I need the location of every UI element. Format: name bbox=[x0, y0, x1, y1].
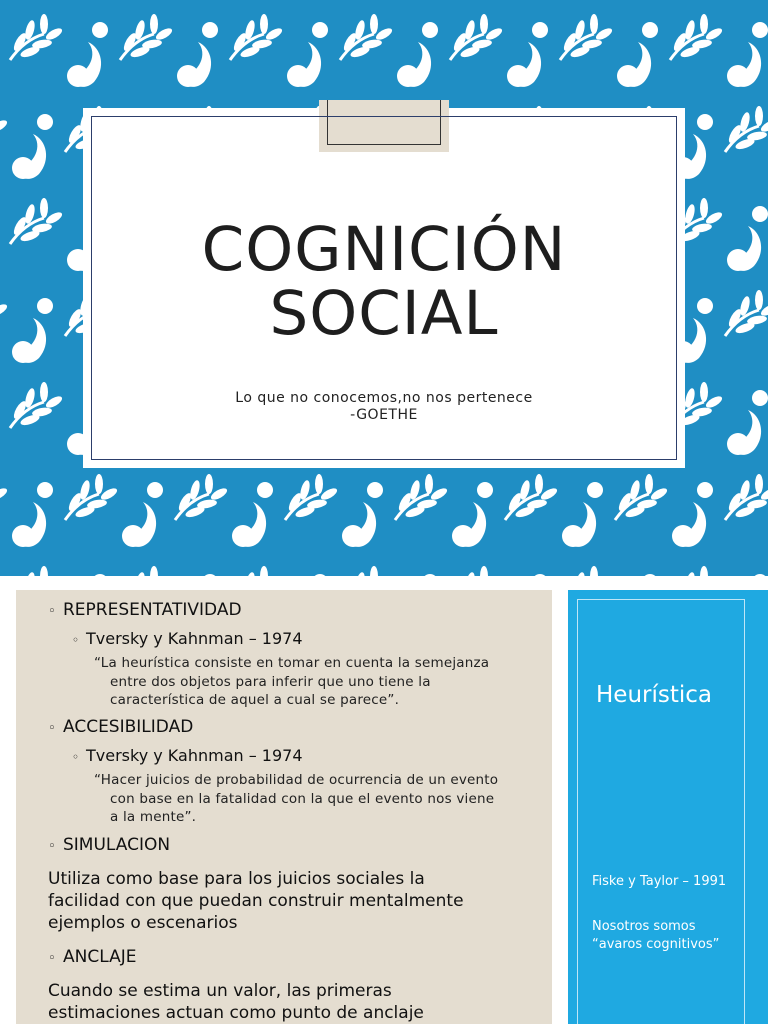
section-accesibilidad bbox=[48, 717, 193, 737]
dot-shape bbox=[477, 482, 493, 498]
section-anclaje bbox=[48, 947, 136, 967]
leaf-sprig-shape bbox=[395, 474, 449, 520]
leaf-sprig-shape bbox=[670, 14, 724, 60]
leaf-sprig-shape bbox=[505, 474, 559, 520]
dot-shape bbox=[37, 298, 53, 314]
side-reference: Fiske y Taylor – 1991 bbox=[592, 874, 727, 889]
side-quote: Nosotros somos “avaros cognitivos” bbox=[592, 919, 720, 952]
content-panel bbox=[16, 590, 552, 1024]
side-title: Heurística bbox=[596, 682, 712, 708]
paisley-shape bbox=[342, 502, 376, 547]
leaf-sprig-shape bbox=[0, 106, 9, 152]
section-simulacion bbox=[48, 835, 170, 855]
section-heading: REPRESENTATIVIDAD bbox=[63, 600, 242, 620]
bullet-icon: ◦ bbox=[48, 604, 56, 619]
leaf-sprig-shape bbox=[450, 14, 504, 60]
dot-shape bbox=[532, 22, 548, 38]
dot-shape bbox=[697, 114, 713, 130]
dot-shape bbox=[697, 482, 713, 498]
leaf-sprig-shape bbox=[340, 14, 394, 60]
paisley-shape bbox=[727, 410, 761, 455]
bullet-icon: ◦ bbox=[48, 721, 56, 736]
dot-shape bbox=[752, 22, 768, 38]
dot-shape bbox=[202, 22, 218, 38]
bullet-icon: ◦ bbox=[48, 951, 56, 966]
slide-title bbox=[83, 214, 685, 349]
section-heading: SIMULACION bbox=[63, 835, 171, 855]
dot-shape bbox=[752, 390, 768, 406]
slide-subtitle bbox=[83, 390, 685, 424]
title-card bbox=[83, 108, 685, 468]
leaf-sprig-shape bbox=[560, 566, 614, 576]
dot-shape bbox=[752, 206, 768, 222]
paisley-shape bbox=[122, 502, 156, 547]
section-text: Cuando se estima un valor, las primeras estimaciones actuan como punto de anclaje bbox=[48, 981, 424, 1023]
leaf-sprig-shape bbox=[615, 474, 669, 520]
bullet-icon: ◦ bbox=[72, 750, 80, 764]
section-author bbox=[72, 746, 303, 765]
leaf-sprig-shape bbox=[725, 290, 768, 336]
paisley-shape bbox=[672, 502, 706, 547]
dot-shape bbox=[587, 482, 603, 498]
quote-text: Lo que no conocemos,no nos pertenece bbox=[235, 390, 533, 406]
dot-shape bbox=[642, 22, 658, 38]
paisley-shape bbox=[287, 42, 321, 87]
leaf-sprig-shape bbox=[0, 474, 9, 520]
leaf-sprig-shape bbox=[10, 198, 64, 244]
bullet-icon: ◦ bbox=[72, 633, 80, 647]
paisley-shape bbox=[397, 42, 431, 87]
leaf-sprig-shape bbox=[725, 474, 768, 520]
paisley-shape bbox=[617, 42, 651, 87]
section-quote: “La heurística consiste en tomar en cuenta la semejanza entre dos objetos para inferir que uno tiene la característica de aquel a cual se parece”. bbox=[94, 655, 490, 708]
bullet-icon: ◦ bbox=[48, 839, 56, 854]
paisley-shape bbox=[67, 42, 101, 87]
dot-shape bbox=[367, 482, 383, 498]
dot-shape bbox=[422, 22, 438, 38]
leaf-sprig-shape bbox=[65, 474, 119, 520]
leaf-sprig-shape bbox=[670, 566, 724, 576]
leaf-sprig-shape bbox=[230, 14, 284, 60]
side-panel-border bbox=[577, 599, 745, 1024]
leaf-sprig-shape bbox=[0, 290, 9, 336]
leaf-sprig-shape bbox=[10, 382, 64, 428]
leaf-sprig-shape bbox=[340, 566, 394, 576]
paisley-shape bbox=[452, 502, 486, 547]
section-author bbox=[72, 629, 303, 648]
leaf-sprig-shape bbox=[10, 14, 64, 60]
paisley-shape bbox=[12, 502, 46, 547]
paisley-shape bbox=[562, 502, 596, 547]
paisley-shape bbox=[727, 226, 761, 271]
paisley-shape bbox=[232, 502, 266, 547]
leaf-sprig-shape bbox=[725, 106, 768, 152]
leaf-sprig-shape bbox=[120, 14, 174, 60]
section-text: Utiliza como base para los juicios sociales la facilidad con que puedan construir mentalmente ejemplos o escenarios bbox=[48, 869, 464, 933]
paisley-shape bbox=[12, 134, 46, 179]
side-panel bbox=[568, 590, 768, 1024]
slide-title-line2: SOCIAL bbox=[269, 278, 499, 349]
dot-shape bbox=[37, 114, 53, 130]
leaf-sprig-shape bbox=[120, 566, 174, 576]
paisley-shape bbox=[12, 318, 46, 363]
leaf-sprig-shape bbox=[175, 474, 229, 520]
slide-title-line1: COGNICIÓN bbox=[201, 214, 567, 285]
heuristics-slide bbox=[0, 576, 768, 1024]
author-text: Tversky y Kahnman – 1974 bbox=[86, 746, 303, 765]
section-representatividad bbox=[48, 600, 242, 620]
dot-shape bbox=[37, 482, 53, 498]
paisley-shape bbox=[507, 42, 541, 87]
dot-shape bbox=[312, 22, 328, 38]
author-text: Tversky y Kahnman – 1974 bbox=[86, 629, 303, 648]
dot-shape bbox=[147, 482, 163, 498]
section-heading: ACCESIBILIDAD bbox=[63, 717, 194, 737]
leaf-sprig-shape bbox=[450, 566, 504, 576]
dot-shape bbox=[697, 298, 713, 314]
section-quote: “Hacer juicios de probabilidad de ocurrencia de un evento con base en la fatalidad con la que el evento nos viene a la mente”. bbox=[94, 772, 499, 825]
section-heading: ANCLAJE bbox=[63, 947, 137, 967]
leaf-sprig-shape bbox=[10, 566, 64, 576]
leaf-sprig-shape bbox=[285, 474, 339, 520]
dot-shape bbox=[92, 22, 108, 38]
leaf-sprig-shape bbox=[560, 14, 614, 60]
quote-author: -GOETHE bbox=[350, 407, 418, 423]
paisley-shape bbox=[177, 42, 211, 87]
dot-shape bbox=[257, 482, 273, 498]
paisley-shape bbox=[727, 42, 761, 87]
leaf-sprig-shape bbox=[230, 566, 284, 576]
